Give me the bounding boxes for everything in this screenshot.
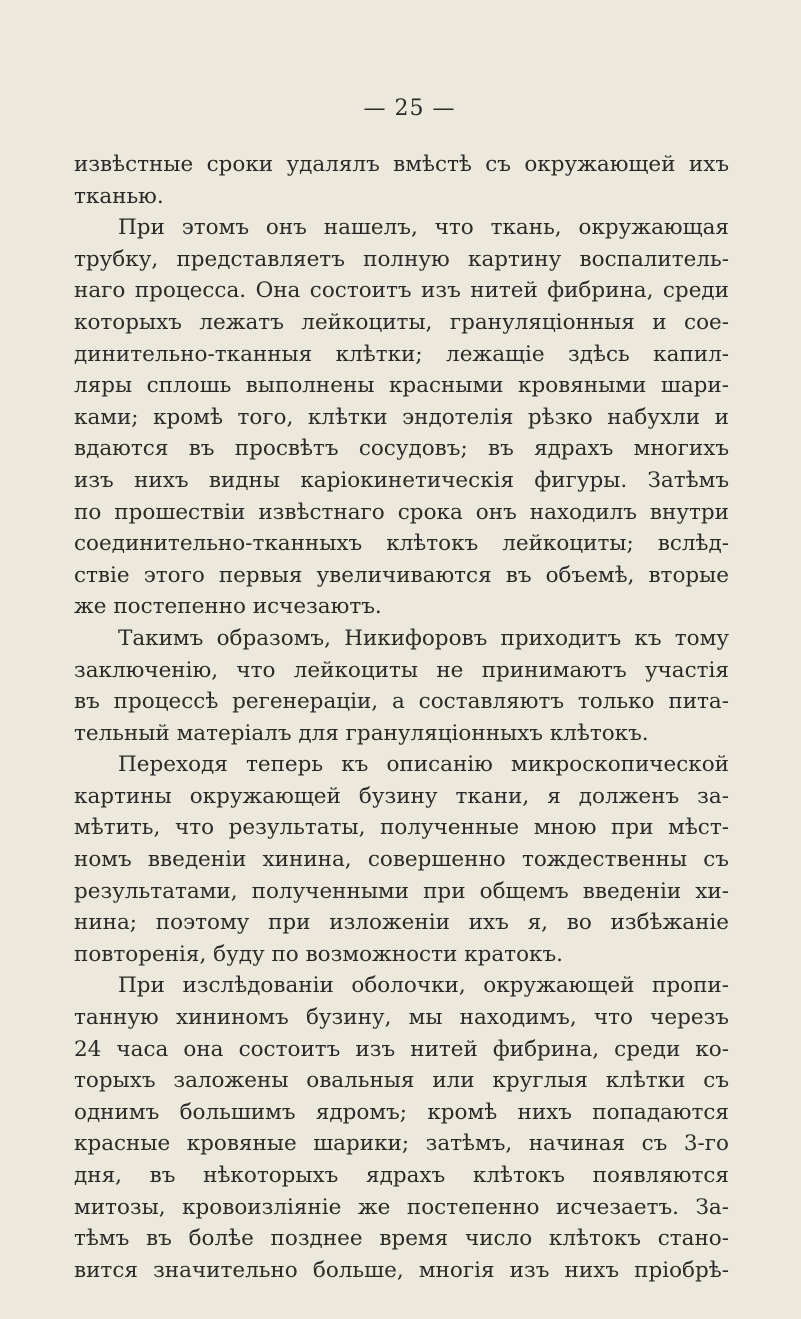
text-line: Переходя теперь къ описанію микроскопической: [118, 752, 729, 778]
text-line: нина; поэтому при изложеніи ихъ я, во избѣжаніе: [74, 910, 729, 936]
text-line: трубку, представляетъ полную картину воспалитель-: [74, 246, 729, 272]
text-line: наго процесса. Она состоитъ изъ нитей фибрина, среди: [74, 278, 729, 304]
text-line: тѣмъ въ болѣе позднее время число клѣтокъ стано-: [74, 1226, 729, 1252]
text-line: изъ нихъ видны каріокинетическія фигуры. Затѣмъ: [74, 467, 729, 493]
text-line: динительно-тканныя клѣтки; лежащіе здѣсь капил-: [74, 341, 729, 367]
page-number: — 25 —: [363, 96, 456, 121]
text-line: тканью.: [74, 183, 164, 209]
text-line: 24 часа она состоитъ изъ нитей фибрина, среди ко-: [74, 1036, 729, 1062]
text-line: При изслѣдованіи оболочки, окружающей пропи-: [118, 973, 729, 999]
text-line: соединительно-тканныхъ клѣтокъ лейкоциты; вслѣд-: [74, 531, 729, 557]
text-line: красные кровяные шарики; затѣмъ, начиная съ 3-го: [74, 1131, 729, 1157]
text-line: извѣстные сроки удалялъ вмѣстѣ съ окружающей ихъ: [74, 152, 729, 177]
text-line: картины окружающей бузину ткани, я долженъ за-: [74, 783, 729, 809]
text-line: вдаются въ просвѣтъ сосудовъ; въ ядрахъ многихъ: [74, 436, 729, 462]
text-line: заключенію, что лейкоциты не принимаютъ участія: [74, 657, 729, 683]
text-line: тельный матеріалъ для грануляціонныхъ клѣтокъ.: [74, 720, 649, 746]
text-line: вится значительно больше, многія изъ нихъ пріобрѣ-: [74, 1257, 729, 1283]
text-line: повторенія, буду по возможности кратокъ.: [74, 941, 563, 967]
text-line: ками; кромѣ того, клѣтки эндотелія рѣзко набухли и: [74, 404, 729, 430]
text-line: по прошествіи извѣстнаго срока онъ находилъ внутри: [74, 499, 729, 525]
text-line: танную хининомъ бузину, мы находимъ, что черезъ: [74, 1005, 729, 1031]
text-line: номъ введеніи хинина, совершенно тождественны съ: [74, 847, 729, 873]
text-line: результатами, полученными при общемъ введеніи хи-: [74, 878, 729, 904]
body-text: [74, 149, 729, 1286]
text-line: митозы, кровоизліяніе же постепенно исчезаетъ. За-: [74, 1194, 729, 1220]
text-line: ляры сплошь выполнены красными кровяными шари-: [74, 373, 729, 399]
text-line: однимъ большимъ ядромъ; кромѣ нихъ попадаются: [74, 1099, 729, 1125]
text-line: въ процессѣ регенераціи, а составляютъ только пита-: [74, 689, 729, 715]
text-line: дня, въ нѣкоторыхъ ядрахъ клѣтокъ появляются: [74, 1163, 729, 1188]
text-line: мѣтить, что результаты, полученные мною при мѣст-: [74, 815, 729, 841]
text-line: При этомъ онъ нашелъ, что ткань, окружающая: [118, 215, 729, 241]
text-line: же постепенно исчезаютъ.: [74, 594, 382, 620]
text-line: ствіе этого первыя увеличиваются въ объемѣ, вторые: [74, 562, 729, 588]
text-line: торыхъ заложены овальныя или круглыя клѣтки съ: [74, 1068, 729, 1094]
text-line: Такимъ образомъ, Никифоровъ приходитъ къ тому: [118, 625, 729, 651]
text-line: которыхъ лежатъ лейкоциты, грануляціонныя и сое-: [74, 309, 729, 335]
